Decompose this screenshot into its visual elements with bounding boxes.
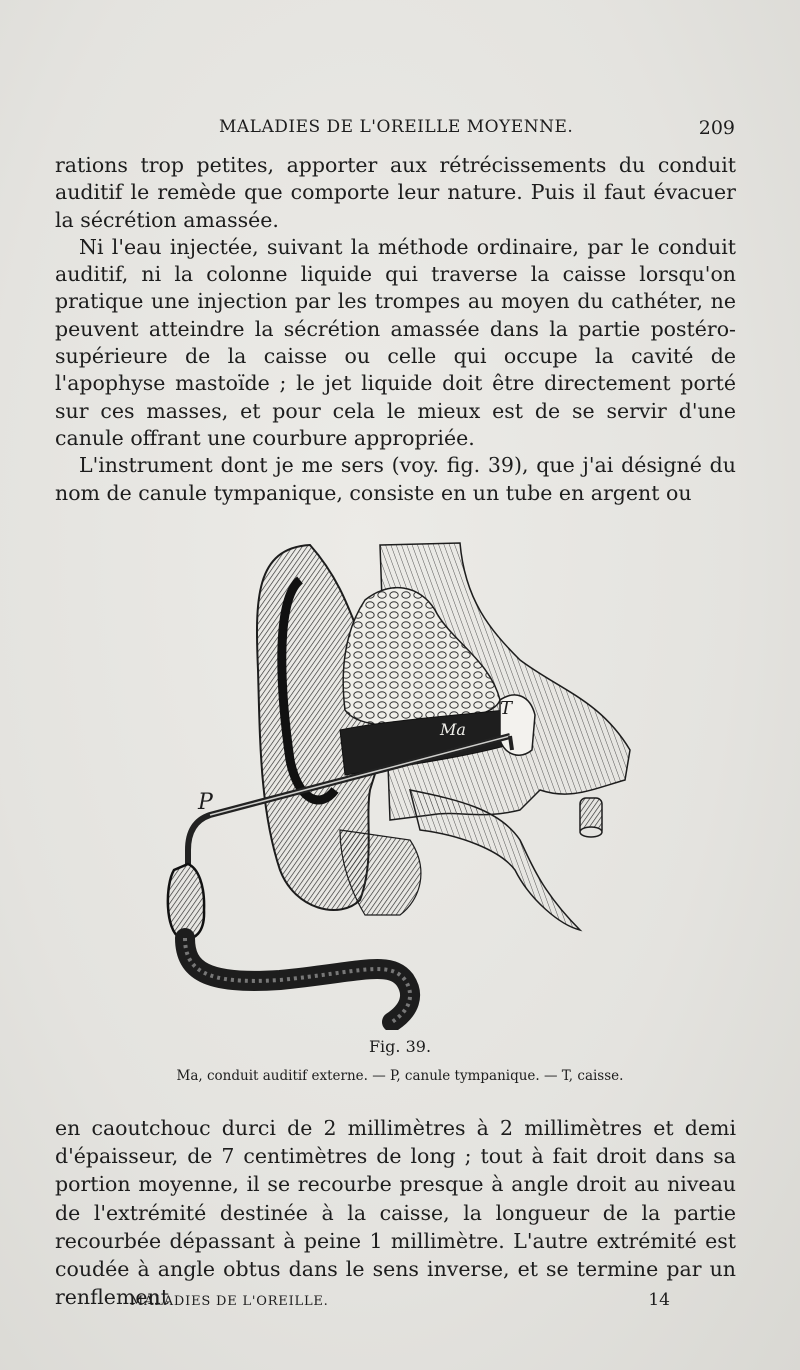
figure-caption-title: Fig. 39.	[368, 1037, 432, 1056]
page-header	[55, 113, 735, 141]
label-p: P	[198, 790, 213, 815]
rubber-bulb	[168, 864, 204, 939]
body-text-top	[55, 152, 736, 507]
figure-caption-text: Ma, conduit auditif externe. — P, canule tympanique. — T, caisse.	[176, 1068, 624, 1084]
label-ma: Ma	[440, 720, 466, 739]
rubber-tube	[185, 938, 410, 1022]
signature-mark: 14	[648, 1290, 670, 1310]
body-text-bottom	[55, 1114, 736, 1311]
footer-title: MALADIES DE L'OREILLE.	[130, 1294, 329, 1309]
paragraph-3: L'instrument dont je me sers (voy. fig. 39), que j'ai désigné du nom de canule tympanique, consiste en un tube en argent ou	[55, 453, 736, 505]
paragraph-1: rations trop petites, apporter aux rétrécissements du conduit auditif le remède que comporte leur nature. Puis il faut évacuer la sécrétion amassée.	[55, 153, 736, 232]
page-number: 209	[698, 117, 735, 139]
page-footer	[130, 1290, 670, 1314]
ear-drawing	[160, 540, 640, 1030]
label-t: T	[500, 698, 513, 719]
paragraph-2: Ni l'eau injectée, suivant la méthode ordinaire, par le conduit auditif, ni la colonne liquide qui traverse la caisse lorsqu'on pratique une injection par les trompes au moyen du cathéter, ne peuvent atteindre la sécrétion amassée dans la partie postéro-supérieure de la caisse ou celle qui occupe la cavité de l'apophyse mastoïde ; le jet liquide doit être directement porté sur ces masses, et pour cela le mieux est de se servir d'une canule offrant une courbure appropriée.	[55, 234, 736, 450]
paragraph-4: en caoutchouc durci de 2 millimètres à 2 millimètres et demi d'épaisseur, de 7 centimètres de long ; tout à fait droit dans sa portion moyenne, il se recourbe presque à angle droit au niveau de l'extrémité destinée à la caisse, la longueur de la partie recourbée dépassant à peine 1 millimètre. L'autre extrémité est coudée à angle obtus dans le sens inverse, et se termine par un renflement	[55, 1116, 736, 1310]
running-title: MALADIES DE L'OREILLE MOYENNE.	[219, 117, 574, 137]
ear-illustration	[160, 540, 640, 1030]
